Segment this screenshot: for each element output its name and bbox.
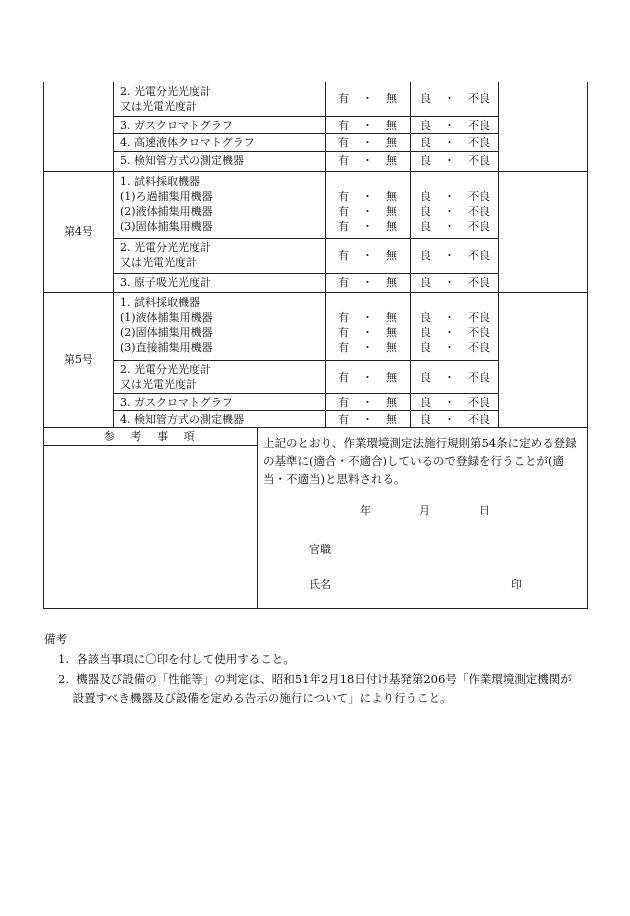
choice-good: 良 [420,311,431,324]
choice-good: 良 [420,413,431,426]
choice-good: 良 [420,341,431,354]
choice-bad: 不良 [468,276,490,289]
choice-dot: ・ [362,119,373,132]
item-label: 2. 光電分光光度計 [120,363,211,376]
choice-no: 無 [386,249,397,262]
choice-dot: ・ [362,136,373,149]
choice-dot: ・ [444,276,455,289]
choice-dot: ・ [444,341,455,354]
choice-dot: ・ [444,311,455,324]
choice-yes: 有 [338,220,349,233]
item-label: (3)直接捕集用機器 [120,341,213,354]
choice-yes: 有 [338,413,349,426]
official-title-label: 官職 [309,543,331,556]
choice-yes: 有 [338,371,349,384]
frame-bottom [43,608,588,609]
choice-dot: ・ [444,154,455,167]
choice-dot: ・ [362,154,373,167]
choice-dot: ・ [444,326,455,339]
choice-dot: ・ [444,220,455,233]
choice-dot: ・ [362,341,373,354]
choice-no: 無 [386,119,397,132]
choice-no: 無 [386,190,397,203]
choice-dot: ・ [362,371,373,384]
choice-dot: ・ [362,220,373,233]
frame-left [43,82,44,609]
item-label: (2)固体捕集用機器 [120,326,213,339]
item-label: 3. ガスクロマトグラフ [120,396,233,409]
item-label: (2)液体捕集用機器 [120,205,213,218]
choice-no: 無 [386,220,397,233]
name-label: 氏名 [309,578,331,591]
choice-dot: ・ [444,413,455,426]
choice-dot: ・ [444,205,455,218]
choice-good: 良 [420,276,431,289]
choice-dot: ・ [362,92,373,105]
choice-bad: 不良 [468,119,490,132]
choice-dot: ・ [444,119,455,132]
date-day: 日 [479,504,490,517]
choice-no: 無 [386,326,397,339]
choice-yes: 有 [338,341,349,354]
choice-yes: 有 [338,276,349,289]
frame-right [587,82,588,609]
note-item: 設置すべき機器及び設備を定める告示の施行について」により行うこと。 [58,691,452,705]
choice-yes: 有 [338,190,349,203]
choice-bad: 不良 [468,136,490,149]
choice-good: 良 [420,205,431,218]
choice-good: 良 [420,396,431,409]
choice-yes: 有 [338,396,349,409]
choice-yes: 有 [338,249,349,262]
choice-yes: 有 [338,154,349,167]
choice-good: 良 [420,220,431,233]
choice-bad: 不良 [468,341,490,354]
choice-no: 無 [386,205,397,218]
choice-yes: 有 [338,136,349,149]
item-label: 5. 検知管方式の測定機器 [120,154,244,167]
choice-good: 良 [420,326,431,339]
choice-bad: 不良 [468,205,490,218]
item-label: (3)固体捕集用機器 [120,220,213,233]
choice-dot: ・ [444,249,455,262]
choice-bad: 不良 [468,190,490,203]
section-label: 第4号 [64,225,93,238]
choice-no: 無 [386,276,397,289]
choice-dot: ・ [444,190,455,203]
choice-dot: ・ [362,311,373,324]
item-label: (1)液体捕集用機器 [120,311,213,324]
item-label: 4. 高速液体クロマトグラフ [120,136,255,149]
choice-yes: 有 [338,119,349,132]
reference-header: 参 考 事 項 [104,430,201,443]
decision-text: 上記のとおり、作業環境測定法施行規則第54条に定める登録の基準に(適合・不適合)しているので登録を行うことが(適当・不適当)と思料される。 [263,436,577,486]
choice-dot: ・ [362,326,373,339]
choice-bad: 不良 [468,371,490,384]
choice-dot: ・ [362,205,373,218]
item-label: 4. 検知管方式の測定機器 [120,413,244,426]
choice-bad: 不良 [468,311,490,324]
item-label: 2. 光電分光光度計 [120,85,211,98]
section-label: 第5号 [64,353,93,366]
choice-dot: ・ [362,413,373,426]
choice-no: 無 [386,311,397,324]
choice-dot: ・ [362,190,373,203]
choice-yes: 有 [338,326,349,339]
choice-bad: 不良 [468,413,490,426]
choice-good: 良 [420,119,431,132]
choice-no: 無 [386,413,397,426]
note-item: 1. 各該当事項に〇印を付して使用すること。 [58,652,295,666]
choice-good: 良 [420,136,431,149]
choice-yes: 有 [338,92,349,105]
choice-good: 良 [420,190,431,203]
item-label: 又は光電光度計 [120,256,197,269]
choice-bad: 不良 [468,326,490,339]
choice-yes: 有 [338,205,349,218]
choice-good: 良 [420,249,431,262]
choice-dot: ・ [444,396,455,409]
notes-title: 備考 [44,632,67,646]
note-item: 2. 機器及び設備の「性能等」の判定は、昭和51年2月18日付け基発第206号「作業環境測定機関が [58,672,572,686]
item-label: 1. 試料採取機器 [120,175,200,188]
choice-dot: ・ [362,276,373,289]
choice-dot: ・ [362,249,373,262]
item-label: (1)ろ過捕集用機器 [120,190,213,203]
choice-dot: ・ [362,396,373,409]
item-label: 3. ガスクロマトグラフ [120,119,233,132]
date-month: 月 [419,504,430,517]
item-label: 3. 原子吸光光度計 [120,276,211,289]
choice-good: 良 [420,154,431,167]
choice-no: 無 [386,92,397,105]
choice-good: 良 [420,92,431,105]
choice-dot: ・ [444,371,455,384]
choice-dot: ・ [444,136,455,149]
seal-mark: 印 [511,578,522,591]
choice-no: 無 [386,136,397,149]
item-label: 又は光電光度計 [120,378,197,391]
choice-good: 良 [420,371,431,384]
choice-bad: 不良 [468,249,490,262]
choice-bad: 不良 [468,92,490,105]
date-year: 年 [360,504,371,517]
item-label: 又は光電光度計 [120,100,197,113]
choice-no: 無 [386,396,397,409]
choice-yes: 有 [338,311,349,324]
item-label: 1. 試料採取機器 [120,296,200,309]
choice-bad: 不良 [468,396,490,409]
choice-no: 無 [386,341,397,354]
item-label: 2. 光電分光光度計 [120,241,211,254]
choice-no: 無 [386,371,397,384]
choice-bad: 不良 [468,154,490,167]
choice-bad: 不良 [468,220,490,233]
choice-no: 無 [386,154,397,167]
choice-dot: ・ [444,92,455,105]
